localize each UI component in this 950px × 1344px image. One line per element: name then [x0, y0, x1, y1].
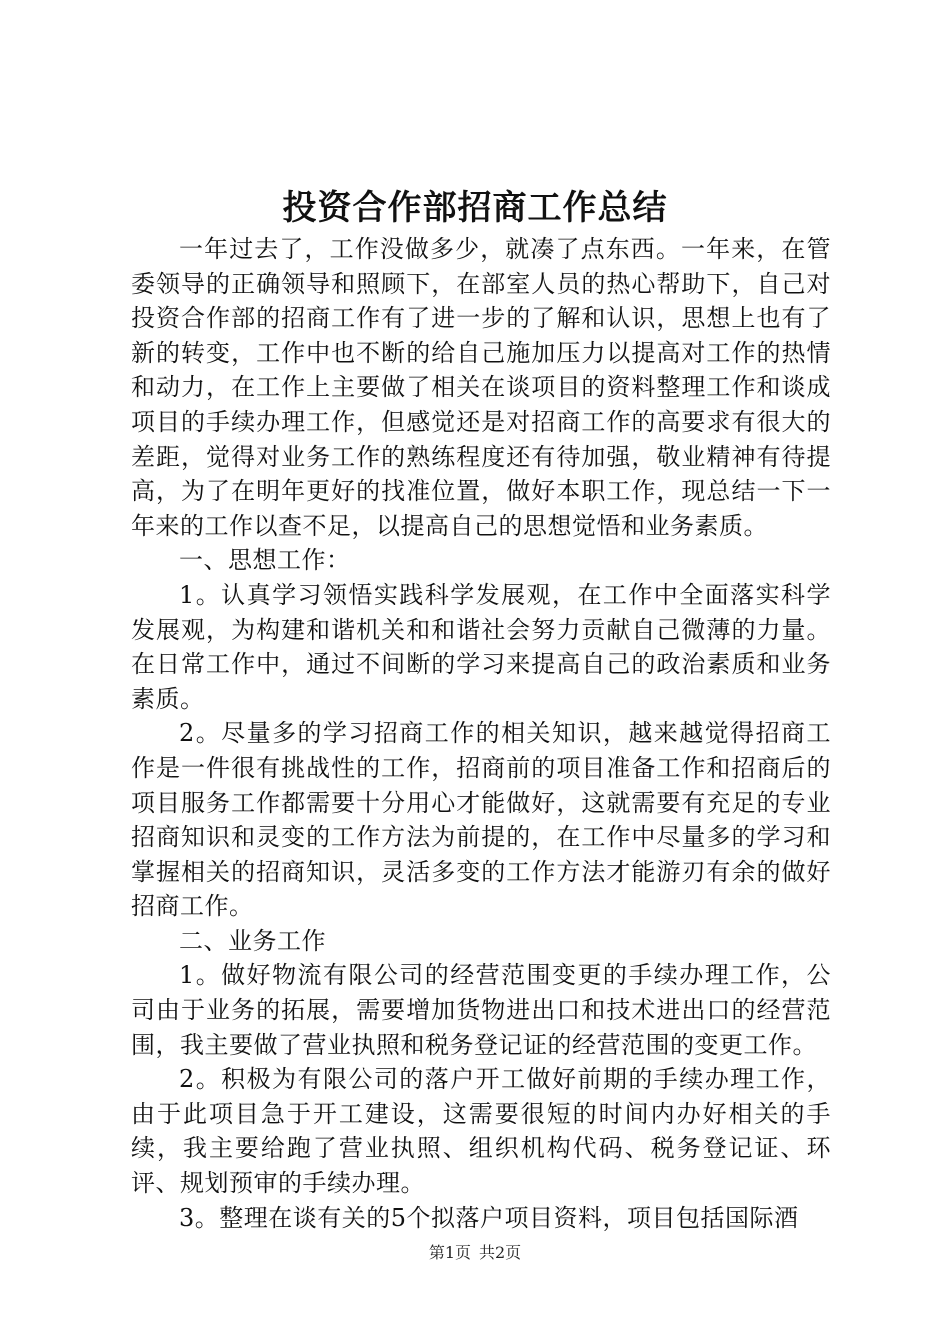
- paragraph-business-1: 1。做好物流有限公司的经营范围变更的手续办理工作，公司由于业务的拓展，需要增加货物进出口和技术进出口的经营范围，我主要做了营业执照和税务登记证的经营范围的变更工作。: [131, 961, 831, 1059]
- paragraph-thinking-1: 1。认真学习领悟实践科学发展观，在工作中全面落实科学发展观，为构建和谐机关和和谐社会努力贡献自己微薄的力量。在日常工作中，通过不间断的学习来提高自己的政治素质和业务素质。: [131, 580, 831, 713]
- page-number: 第1页: [428, 1243, 471, 1262]
- page-total: 共2页: [479, 1243, 522, 1262]
- paragraph-business-3: 3。整理在谈有关的5个拟落户项目资料，项目包括国际酒: [179, 1203, 799, 1232]
- page-footer: [0, 1243, 950, 1263]
- document-body: [131, 232, 831, 1235]
- paragraph-business-2: 2。积极为有限公司的落户开工做好前期的手续办理工作，由于此项目急于开工建设，这需要很短的时间内办好相关的手续，我主要给跑了营业执照、组织机构代码、税务登记证、环评、规划预审的手续办理。: [131, 1065, 831, 1198]
- paragraph-thinking-2: 2。尽量多的学习招商工作的相关知识，越来越觉得招商工作是一件很有挑战性的工作，招商前的项目准备工作和招商后的项目服务工作都需要十分用心才能做好，这就需要有充足的专业招商知识和灵变的工作方法为前提的，在工作中尽量多的学习和掌握相关的招商知识，灵活多变的工作方法才能游刃有余的做好招商工作。: [131, 719, 831, 921]
- paragraph-intro: 一年过去了，工作没做多少，就凑了点东西。一年来，在管委领导的正确领导和照顾下，在部室人员的热心帮助下，自己对投资合作部的招商工作有了进一步的了解和认识，思想上也有了新的转变，工作中也不断的给自己施加压力以提高对工作的热情和动力，在工作上主要做了相关在谈项目的资料整理工作和谈成项目的手续办理工作，但感觉还是对招商工作的高要求有很大的差距，觉得对业务工作的熟练程度还有待加强，敬业精神有待提高，为了在明年更好的找准位置，做好本职工作，现总结一下一年来的工作以查不足，以提高自己的思想觉悟和业务素质。: [131, 235, 831, 540]
- section-heading-thinking: 一、思想工作：: [179, 546, 351, 575]
- section-heading-business: 二、业务工作: [179, 926, 326, 955]
- document-title: 投资合作部招商工作总结: [282, 188, 668, 228]
